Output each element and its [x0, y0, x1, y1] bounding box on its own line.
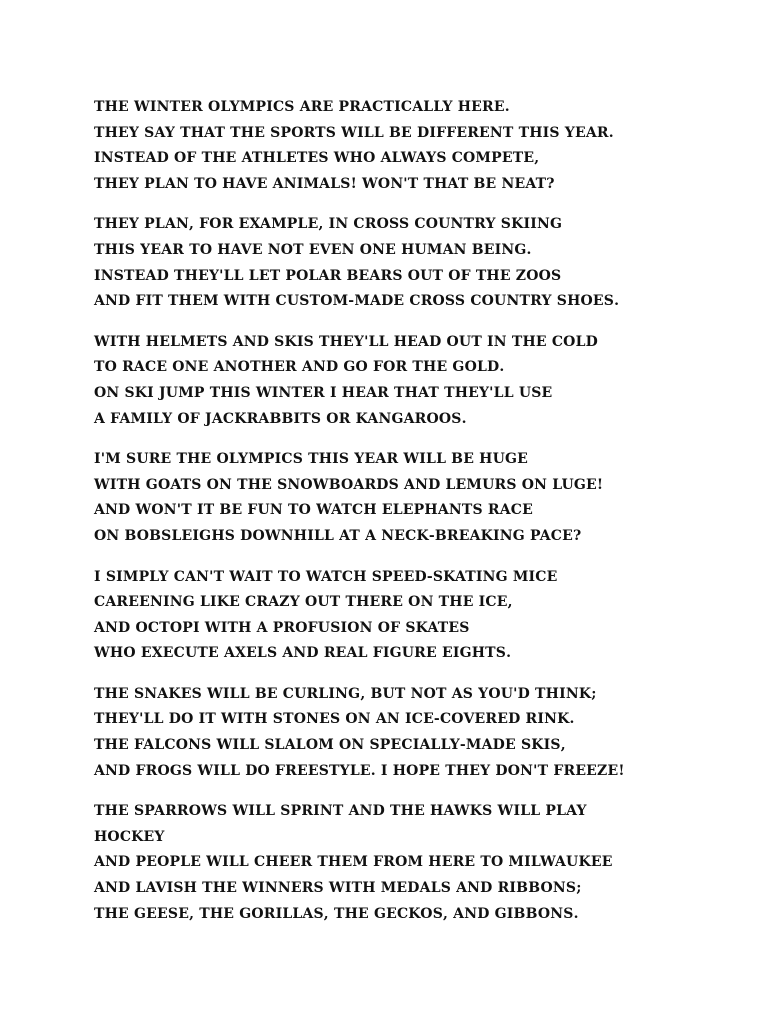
poem-line: they plan, for example, in cross country skiing [94, 209, 563, 234]
poem-line: the winter olympics are practically here. [94, 92, 510, 116]
poem-line: to race one another and go for the gold. [94, 352, 505, 377]
poem-line: and people will cheer them from here to milwaukee [94, 847, 613, 872]
stanza-7 [94, 796, 754, 924]
stanza-2 [94, 209, 754, 311]
poem-line: and octopi with a profusion of skates [94, 612, 470, 637]
poem-line: they say that the sports will be different this year. [94, 117, 614, 142]
poem-line: the falcons will slalom on specially-made skis, [94, 730, 566, 755]
poem-page [94, 92, 754, 939]
poem-line: this year to have not even one human being. [94, 234, 532, 259]
poem-line: the sparrows will sprint and the hawks will play [94, 796, 587, 821]
poem-line: careening like crazy out there on the ice, [94, 587, 513, 612]
stanza-6 [94, 679, 754, 781]
stanza-5 [94, 562, 754, 664]
poem-line: the geese, the gorillas, the geckos, and gibbons. [94, 898, 579, 923]
stanza-1 [94, 92, 754, 194]
poem-line: and lavish the winners with medals and ribbons; [94, 873, 582, 898]
poem-line: on bobsleighs downhill at a neck-breaking pace? [94, 520, 582, 545]
poem-line: with helmets and skis they'll head out in the cold [94, 326, 598, 351]
poem-line: the snakes will be curling, but not as you'd think; [94, 678, 597, 703]
poem-line: and frogs will do freestyle. i hope they don't freeze! [94, 755, 625, 780]
poem-line: instead of the athletes who always compete, [94, 143, 540, 168]
poem-line: on ski jump this winter i hear that they'll use [94, 377, 553, 402]
stanza-4 [94, 444, 754, 546]
poem-line: instead they'll let polar bears out of the zoos [94, 260, 562, 285]
poem-line: they'll do it with stones on an ice-covered rink. [94, 704, 575, 729]
poem-line: they plan to have animals! won't that be neat? [94, 168, 555, 193]
poem-line: with goats on the snowboards and lemurs on luge! [94, 469, 604, 494]
stanza-3 [94, 327, 754, 429]
poem-line: and won't it be fun to watch elephants race [94, 495, 533, 520]
poem-line: i simply can't wait to watch speed-skating mice [94, 561, 558, 586]
poem-line: hockey [94, 821, 165, 846]
poem-line: i'm sure the olympics this year will be huge [94, 444, 529, 469]
poem-line: and fit them with custom-made cross country shoes. [94, 286, 620, 311]
poem-line: a family of jackrabbits or kangaroos. [94, 403, 467, 428]
poem-line: who execute axels and real figure eights. [94, 638, 512, 663]
